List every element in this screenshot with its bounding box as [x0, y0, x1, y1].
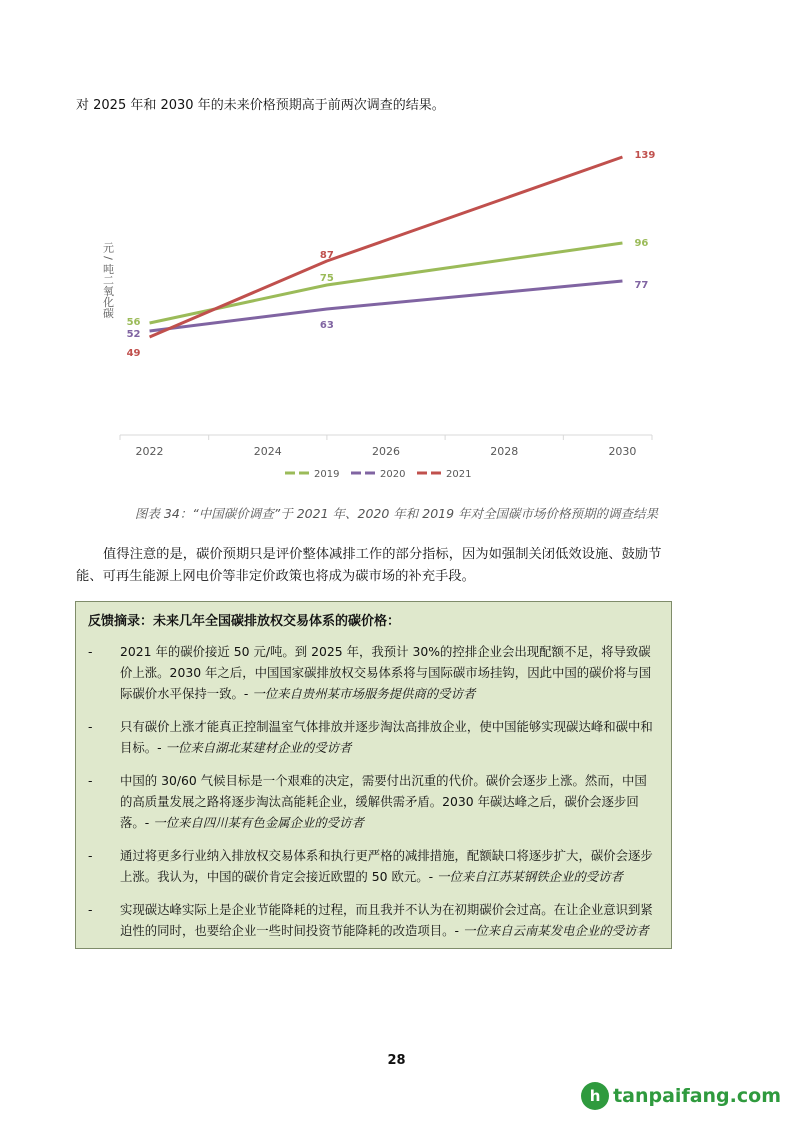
data-label: 75 — [319, 273, 334, 284]
quote-text: 2021 年的碳价接近 50 元/吨。到 2025 年，我预计 30%的控排企业会出现配额不足，将导致碳价上涨。2030 年之后，中国国家碳排放权交易体系将与国际碳市场挂钩，因此中国的碳价将与国际碳价水平保持一致。- — [120, 644, 652, 701]
bullet-dash: - — [88, 848, 93, 863]
quote-source: 一位来自湖北某建材企业的受访者 — [165, 740, 352, 755]
legend-label: 2019 — [314, 469, 340, 480]
data-label: 96 — [634, 238, 649, 249]
watermark-logo-icon: h — [581, 1082, 609, 1110]
y-axis-title: 元 / 吨二氧化碳 — [101, 241, 115, 319]
quote-text: 中国的 30/60 气候目标是一个艰难的决定，需要付出沉重的代价。碳价会逐步上涨。然而，中国的高质量发展之路将逐步淘汰高能耗企业，缓解供需矛盾。2030 年碳达峰之后，碳价会逐步回落。- — [120, 773, 647, 830]
watermark-text: tanpaifang.com — [613, 1085, 781, 1107]
data-label: 77 — [634, 280, 649, 291]
feedback-quote — [120, 641, 659, 704]
data-label: 49 — [126, 348, 141, 359]
data-label: 56 — [126, 317, 141, 328]
price-expectation-chart — [70, 125, 670, 485]
x-tick-label: 2024 — [253, 445, 282, 458]
figure-caption: 图表 34：“中国碳价调查”于 2021 年、2020 年和 2019 年对全国碳市场价格预期的调查结果 — [134, 506, 659, 521]
x-tick-label: 2028 — [490, 445, 519, 458]
feedback-quote — [120, 716, 659, 758]
feedback-item — [88, 641, 659, 704]
x-tick-label: 2026 — [372, 445, 400, 458]
quote-source: 一位来自四川某有色金属企业的受访者 — [153, 815, 364, 830]
bullet-dash: - — [88, 902, 93, 917]
bullet-dash: - — [88, 773, 93, 788]
series-line-2021 — [150, 157, 623, 337]
series-line-2019 — [150, 243, 623, 323]
quote-text: 通过将更多行业纳入排放权交易体系和执行更严格的减排措施，配额缺口将逐步扩大，碳价会逐步上涨。我认为，中国的碳价肯定会接近欧盟的 50 欧元。- — [120, 848, 653, 884]
quote-text: 实现碳达峰实际上是企业节能降耗的过程，而且我并不认为在初期碳价会过高。在让企业意识到紧迫性的同时，也要给企业一些时间投资节能降耗的改造项目。- — [120, 902, 653, 938]
watermark — [581, 1082, 781, 1110]
feedback-item — [88, 845, 659, 887]
legend-label: 2021 — [446, 469, 472, 480]
x-tick-label: 2030 — [608, 445, 637, 458]
quote-source: 一位来自江苏某钢铁企业的受访者 — [437, 869, 623, 884]
data-label: 52 — [126, 329, 141, 340]
feedback-quote — [120, 899, 659, 941]
intro-text: 对 2025 年和 2030 年的未来价格预期高于前两次调查的结果。 — [76, 98, 445, 113]
page-number: 28 — [387, 1053, 406, 1068]
x-tick-label: 2022 — [135, 445, 164, 458]
bullet-dash: - — [88, 644, 93, 659]
bullet-dash: - — [88, 719, 93, 734]
feedback-item — [88, 716, 659, 758]
feedback-item — [88, 770, 659, 833]
data-label: 87 — [319, 250, 334, 261]
feedback-quote — [120, 845, 659, 887]
body-paragraph: 值得注意的是，碳价预期只是评价整体减排工作的部分指标，因为如强制关闭低效设施、鼓励节能、可再生能源上网电价等非定价政策也将成为碳市场的补充手段。 — [76, 547, 662, 584]
feedback-item — [88, 899, 659, 941]
data-label: 139 — [634, 150, 656, 161]
feedback-quote — [120, 770, 659, 833]
legend-label: 2020 — [380, 469, 406, 480]
quote-text: 只有碳价上涨才能真正控制温室气体排放并逐步淘汰高排放企业，使中国能够实现碳达峰和碳中和目标。- — [120, 719, 653, 755]
feedback-title: 反馈摘录：未来几年全国碳排放权交易体系的碳价格： — [88, 614, 401, 629]
data-label: 63 — [319, 320, 334, 331]
quote-source: 一位来自云南某发电企业的受访者 — [462, 923, 649, 938]
quote-source: 一位来自贵州某市场服务提供商的受访者 — [252, 686, 476, 701]
feedback-box — [75, 601, 672, 949]
